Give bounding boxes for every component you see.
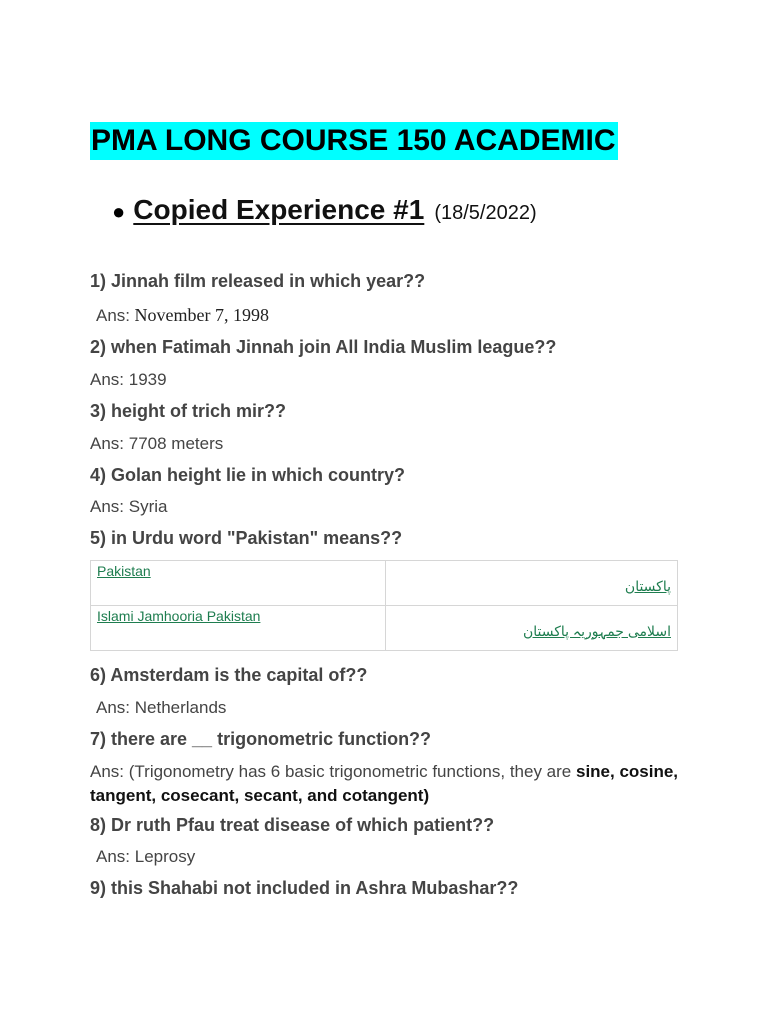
question-5: 5) in Urdu word "Pakistan" means?? bbox=[90, 528, 403, 548]
answer-7 bbox=[90, 760, 680, 808]
question-9: 9) this Shahabi not included in Ashra Mubashar?? bbox=[90, 878, 519, 898]
answer-7-text: Ans: (Trigonometry has 6 basic trigonometric functions, they are bbox=[90, 762, 576, 781]
answer-1-value: November 7, 1998 bbox=[134, 305, 270, 325]
table-cell bbox=[91, 561, 386, 606]
answer-1 bbox=[96, 305, 269, 326]
bullet-icon: ● bbox=[112, 199, 126, 224]
question-4: 4) Golan height lie in which country? bbox=[90, 465, 406, 485]
answer-2: Ans: 1939 bbox=[90, 370, 167, 389]
urdu-table bbox=[90, 560, 678, 651]
answer-7-bold: sine, cosine, tangent, cosecant, secant, and cotangent) bbox=[90, 762, 679, 805]
table-cell bbox=[91, 606, 386, 651]
question-7: 7) there are __ trigonometric function?? bbox=[90, 729, 432, 749]
answer-3: Ans: 7708 meters bbox=[90, 434, 224, 453]
page-title: PMA LONG COURSE 150 ACADEMIC bbox=[90, 122, 618, 160]
question-1: 1) Jinnah film released in which year?? bbox=[90, 271, 426, 291]
answer-6: Ans: Netherlands bbox=[96, 698, 227, 717]
question-2: 2) when Fatimah Jinnah join All India Muslim league?? bbox=[90, 337, 557, 357]
table-link-pakistan-urdu[interactable]: پاکستان bbox=[624, 577, 671, 594]
answer-8: Ans: Leprosy bbox=[96, 847, 196, 866]
table-link-islami-jamhooria[interactable]: Islami Jamhooria Pakistan bbox=[97, 608, 261, 624]
subheading-title: Copied Experience #1 bbox=[133, 194, 425, 225]
table-row bbox=[91, 606, 678, 651]
question-8: 8) Dr ruth Pfau treat disease of which patient?? bbox=[90, 815, 495, 835]
table-link-islami-jamhooria-urdu[interactable]: اسلامی جمہوریہ پاکستان bbox=[522, 622, 671, 639]
table-link-pakistan[interactable]: Pakistan bbox=[97, 563, 151, 579]
table-row bbox=[91, 561, 678, 606]
question-6: 6) Amsterdam is the capital of?? bbox=[90, 665, 368, 685]
table-cell bbox=[386, 561, 678, 606]
answer-4: Ans: Syria bbox=[90, 497, 168, 516]
subheading bbox=[112, 194, 537, 226]
question-3: 3) height of trich mir?? bbox=[90, 401, 286, 421]
answer-1-label: Ans: bbox=[96, 306, 131, 325]
subheading-date: (18/5/2022) bbox=[434, 202, 537, 224]
table-cell bbox=[386, 606, 678, 651]
